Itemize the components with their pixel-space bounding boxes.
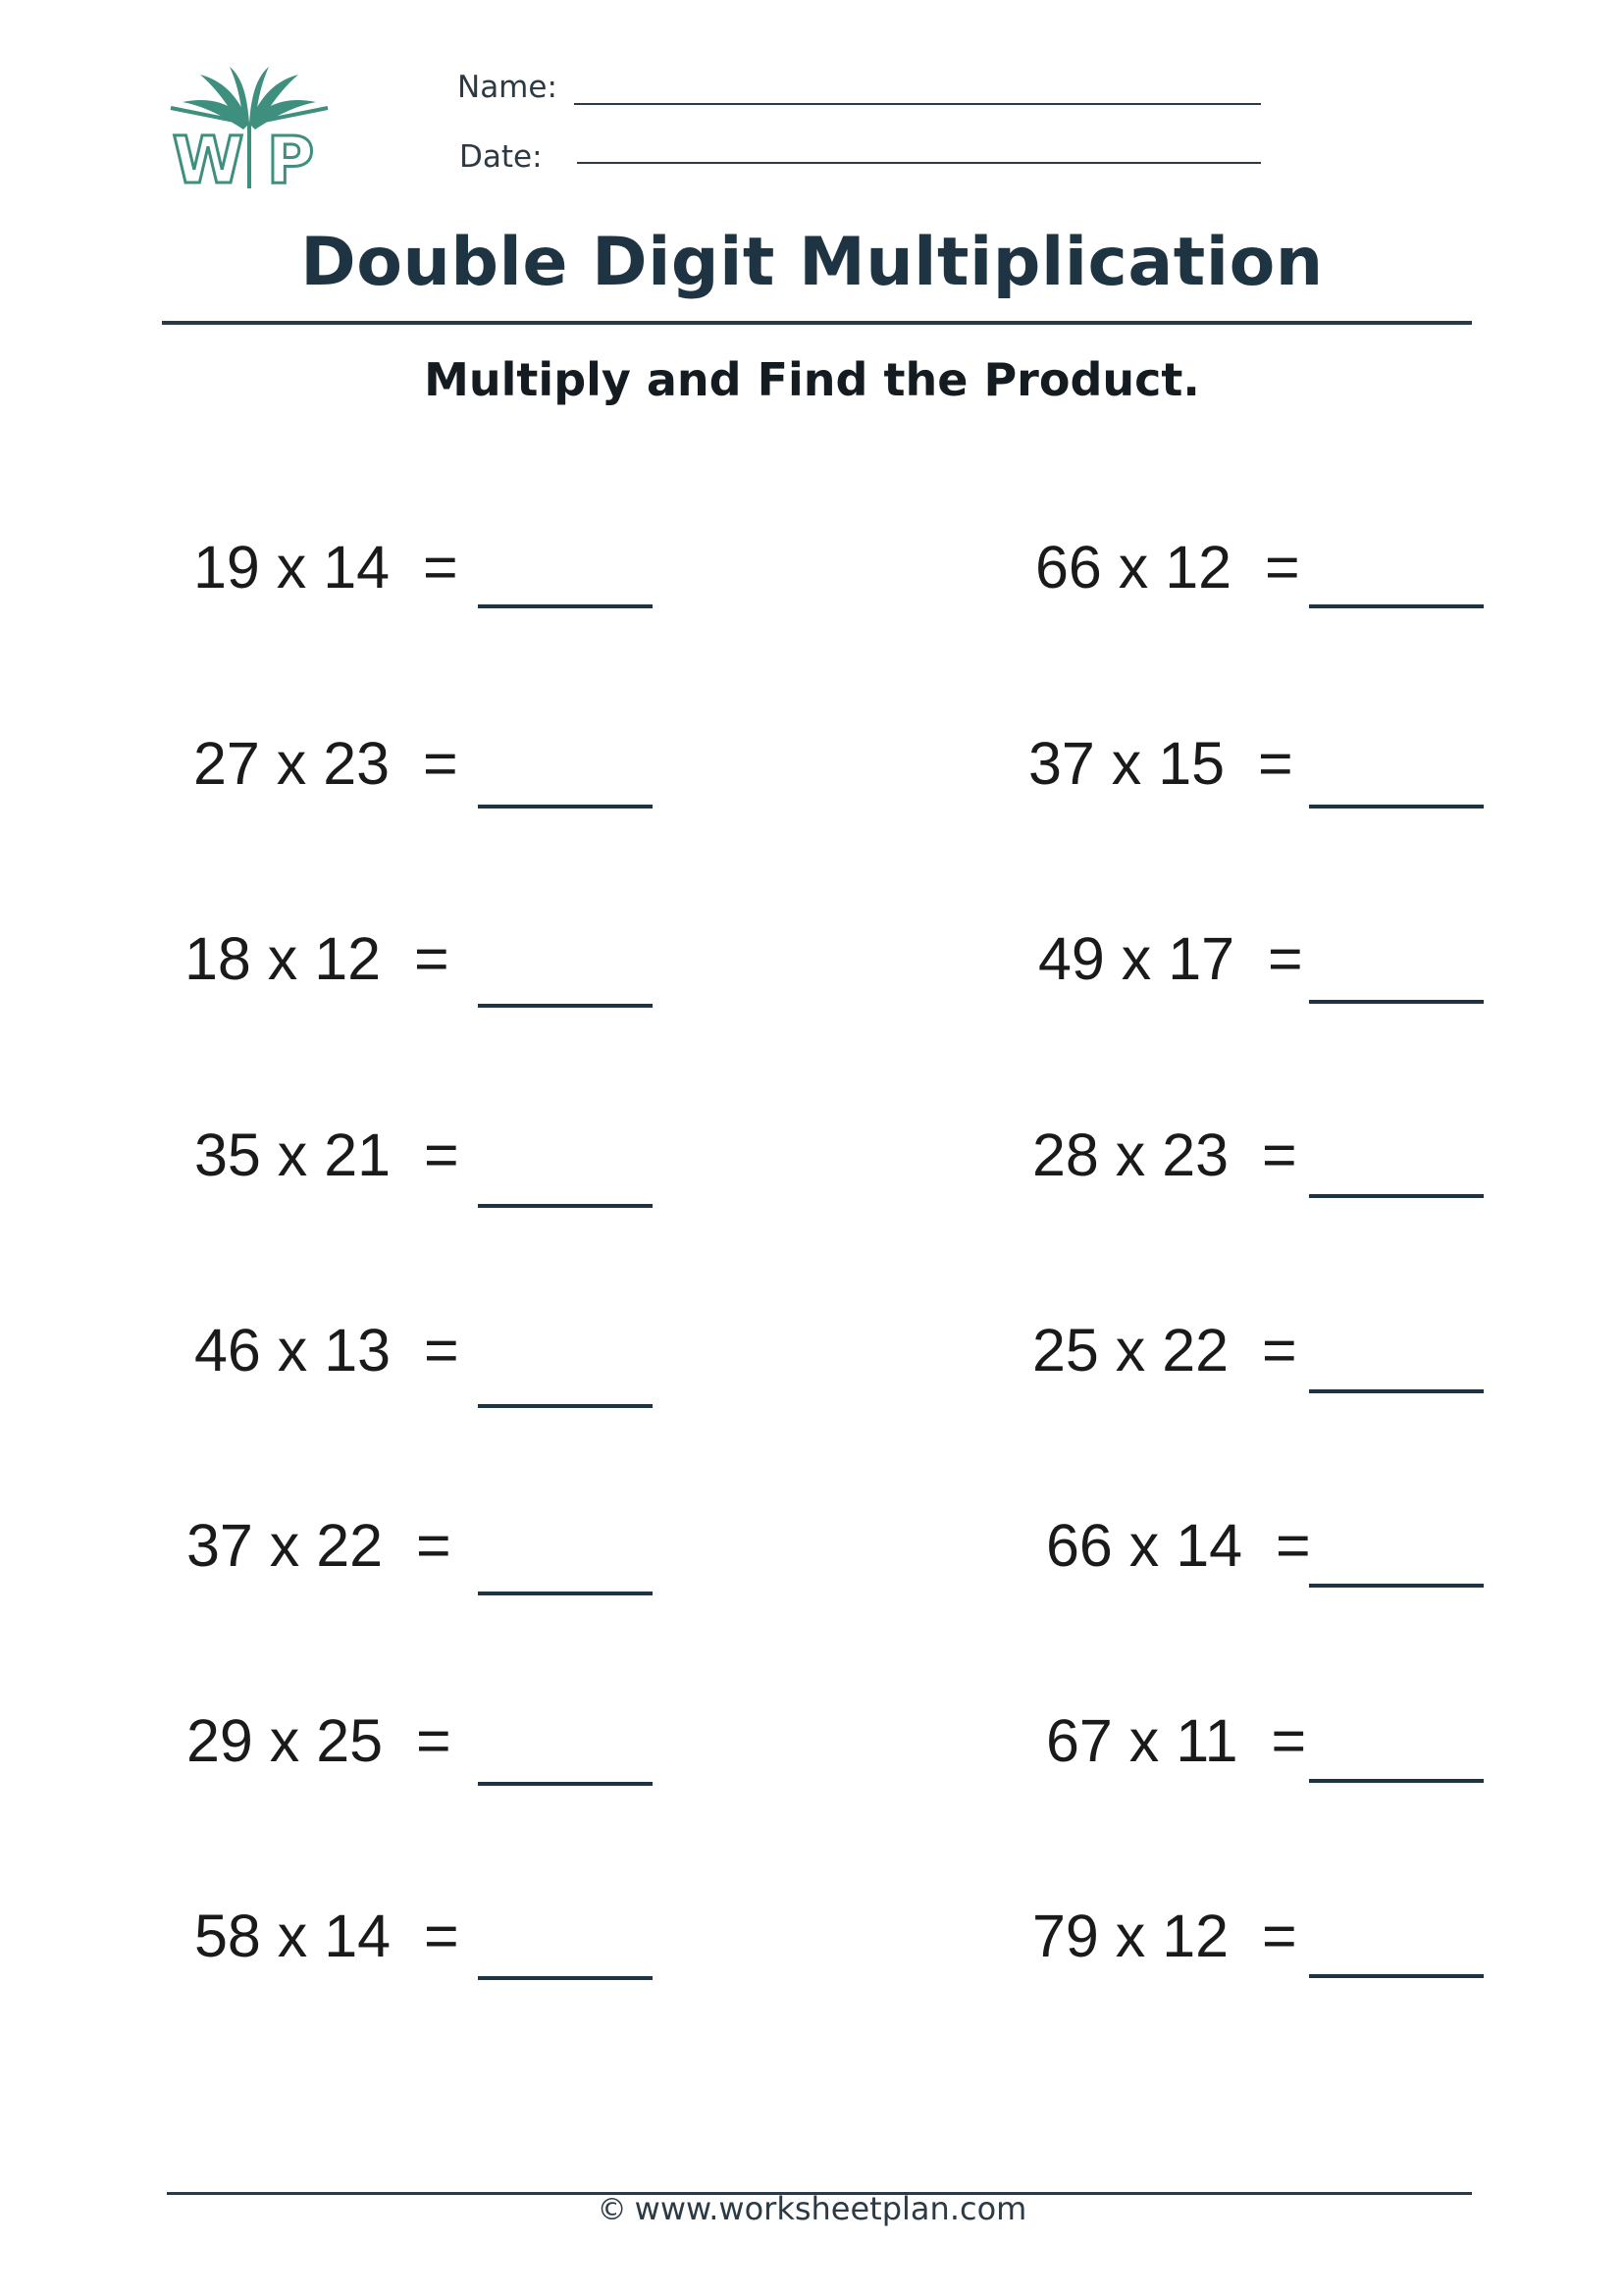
- problem-right-5: 25 x 22 =: [1032, 1317, 1297, 1383]
- problem-right-8: 79 x 12 =: [1032, 1903, 1297, 1969]
- answer-line-right-6[interactable]: [1309, 1584, 1484, 1588]
- problem-right-1: 66 x 12 =: [1035, 534, 1300, 600]
- problem-right-3: 49 x 17 =: [1038, 925, 1303, 992]
- answer-line-right-8[interactable]: [1309, 1974, 1484, 1978]
- answer-line-left-5[interactable]: [478, 1404, 653, 1408]
- logo-book-icon: [165, 65, 334, 192]
- page-title: Double Digit Multiplication: [300, 224, 1324, 301]
- answer-line-right-3[interactable]: [1309, 1000, 1484, 1004]
- name-field-line[interactable]: [574, 103, 1261, 105]
- problem-right-4: 28 x 23 =: [1032, 1122, 1297, 1188]
- answer-line-right-7[interactable]: [1309, 1779, 1484, 1783]
- answer-line-left-2[interactable]: [478, 805, 653, 809]
- problem-left-7: 29 x 25 =: [186, 1707, 451, 1774]
- problem-right-6: 66 x 14 =: [1046, 1512, 1311, 1579]
- logo-letter-p: P: [266, 123, 315, 192]
- answer-line-left-3[interactable]: [478, 1004, 653, 1008]
- copyright-icon: ©: [597, 2193, 627, 2227]
- answer-line-left-1[interactable]: [478, 604, 653, 608]
- date-field-line[interactable]: [577, 162, 1261, 164]
- answer-line-right-1[interactable]: [1309, 604, 1484, 608]
- answer-line-right-4[interactable]: [1309, 1194, 1484, 1198]
- title-divider: [162, 321, 1472, 325]
- problem-left-8: 58 x 14 =: [194, 1903, 459, 1969]
- answer-line-right-5[interactable]: [1309, 1389, 1484, 1393]
- problem-left-2: 27 x 23 =: [193, 730, 458, 797]
- footer: [0, 2190, 1624, 2227]
- name-label: Name:: [457, 70, 557, 105]
- problem-right-7: 67 x 11 =: [1046, 1707, 1307, 1774]
- worksheetplan-logo: [165, 65, 334, 192]
- problem-left-6: 37 x 22 =: [186, 1512, 451, 1579]
- problem-left-5: 46 x 13 =: [194, 1317, 459, 1383]
- answer-line-left-4[interactable]: [478, 1204, 653, 1208]
- problem-left-1: 19 x 14 =: [193, 534, 458, 600]
- instructions: Multiply and Find the Product.: [424, 353, 1200, 406]
- date-label: Date:: [459, 139, 543, 175]
- problem-left-3: 18 x 12 =: [184, 925, 449, 992]
- problem-right-2: 37 x 15 =: [1028, 730, 1293, 797]
- answer-line-right-2[interactable]: [1309, 805, 1484, 809]
- answer-line-left-7[interactable]: [478, 1782, 653, 1786]
- logo-letter-w: W: [172, 123, 244, 192]
- answer-line-left-8[interactable]: [478, 1976, 653, 1980]
- footer-url: www.worksheetplan.com: [634, 2190, 1027, 2227]
- answer-line-left-6[interactable]: [478, 1592, 653, 1595]
- problem-left-4: 35 x 21 =: [194, 1122, 459, 1188]
